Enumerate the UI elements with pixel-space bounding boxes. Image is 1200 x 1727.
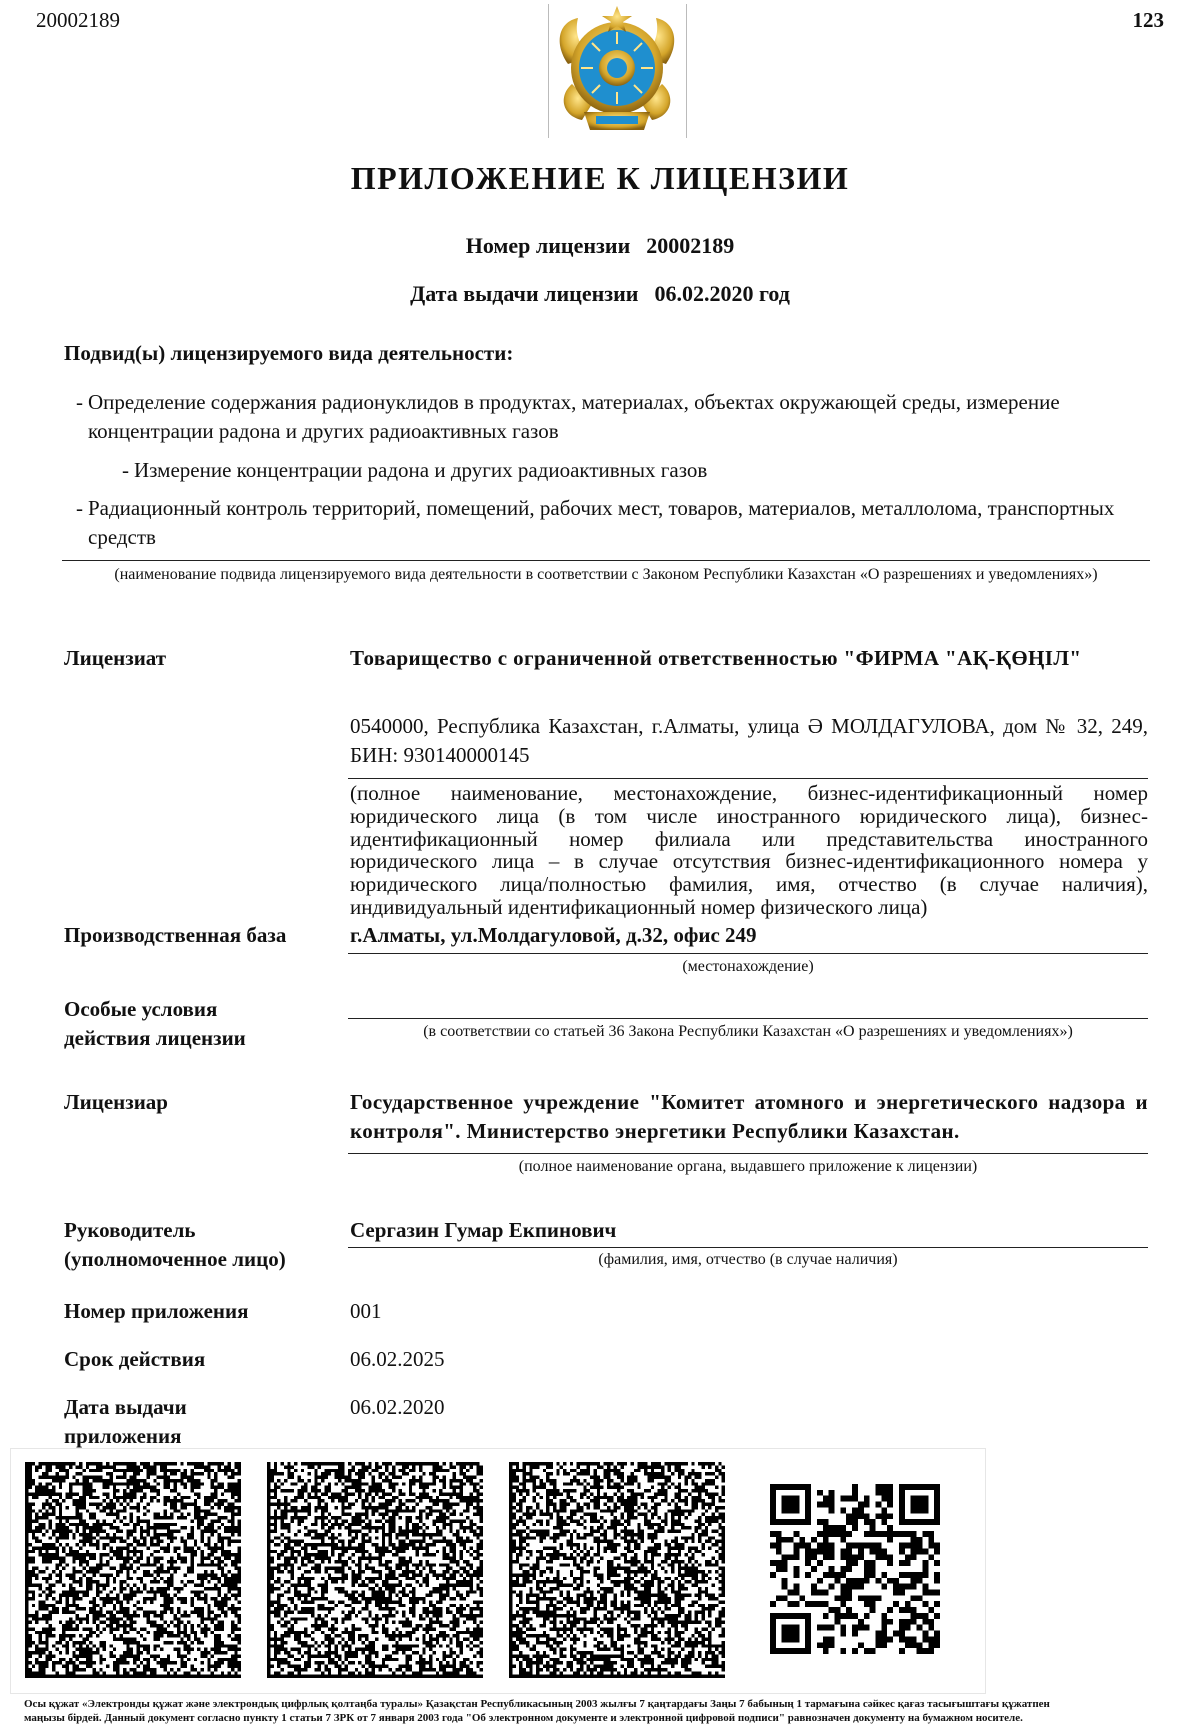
divider <box>348 778 1148 779</box>
appendix-date-label <box>64 1393 187 1451</box>
appendix-date-label-line2: приложения <box>64 1424 182 1448</box>
head-label <box>64 1216 286 1274</box>
licensee-address: 0540000, Республика Казахстан, г.Алматы, улица Ә МОЛДАГУЛОВА, дом № 32, 249, БИН: 930140000145 <box>350 714 1148 767</box>
qr-code <box>770 1484 940 1654</box>
licensor-value: Государственное учреждение "Комитет атомного и энергетического надзора и контроля". Министерство энергетики Республики Казахстан. <box>350 1090 1148 1143</box>
divider <box>62 560 1150 561</box>
production-base-value: г.Алматы, ул.Молдагуловой, д.32, офис 249 <box>350 923 757 947</box>
license-number-corner: 20002189 <box>36 8 120 32</box>
dash-marker: - <box>122 458 129 482</box>
subtype-item <box>76 388 1128 446</box>
state-emblem-icon <box>548 4 686 138</box>
licensor-label: Лицензиар <box>64 1090 168 1114</box>
subtypes-caption: (наименование подвида лицензируемого вида деятельности в соответствии с Законом Республики Казахстан «О разрешениях и уведомлениях») <box>114 566 1098 583</box>
validity-label: Срок действия <box>64 1347 206 1371</box>
license-number-value: 20002189 <box>646 233 735 258</box>
dash-marker: - <box>76 390 83 414</box>
emblem-divider-right <box>686 4 687 138</box>
subtypes-heading: Подвид(ы) лицензируемого вида деятельности: <box>64 341 514 365</box>
licensee-caption: (полное наименование, местонахождение, бизнес-идентификационный номер юридического лица (в том числе иностранного юридического лица), бизнес-идентификационный номер филиала или представительства иностранного юридического лица – в случае отсутствия бизнес-идентификационного номера у юридического лица/полностью фамилия, имя, отчество (в случае наличия), индивидуальный идентификационный номер физического лица) <box>350 781 1148 919</box>
appendix-date-label-line1: Дата выдачи <box>64 1395 187 1419</box>
subtype-item <box>76 494 1138 552</box>
footer-line-1: Осы құжат «Электронды құжат және электрондық цифрлық қолтаңба туралы» Қазақстан Республикасының 2003 жылғы 7 қаңтардағы Заңы 7 бабының 1 тармағына сәйкес қағаз тасығыштағы құжатпен <box>24 1698 1050 1710</box>
signature-barcode-3 <box>508 1462 726 1678</box>
head-value: Сергазин Гумар Екпинович <box>350 1218 617 1242</box>
special-conditions-caption: (в соответствии со статьей 36 Закона Республики Казахстан «О разрешениях и уведомлениях») <box>423 1023 1073 1040</box>
appendix-number-value: 001 <box>350 1299 382 1323</box>
subtype-text: Радиационный контроль территорий, помещений, рабочих мест, товаров, материалов, металлолома, транспортных средств <box>88 496 1115 549</box>
head-label-line2: (уполномоченное лицо) <box>64 1247 286 1271</box>
footer-line-2: маңызы бірдей. Данный документ согласно пункту 1 статьи 7 ЗРК от 7 января 2003 года "Об электронном документе и электронной цифровой подписи" равнозначен документу на бумажном носителе. <box>24 1712 1023 1724</box>
divider <box>348 953 1148 954</box>
special-conditions-label <box>64 995 246 1053</box>
subtype-text: Измерение концентрации радона и других радиоактивных газов <box>134 458 708 482</box>
licensor-caption: (полное наименование органа, выдавшего приложение к лицензии) <box>518 1158 978 1175</box>
divider <box>348 1153 1148 1154</box>
licensee-name: Товарищество с ограниченной ответственностью "ФИРМА "АҚ-ҚӨҢІЛ" <box>350 646 1082 670</box>
appendix-date-value: 06.02.2020 <box>350 1395 445 1419</box>
appendix-number-label: Номер приложения <box>64 1299 249 1323</box>
signature-barcode-2 <box>266 1462 484 1678</box>
head-caption: (фамилия, имя, отчество (в случае наличия) <box>598 1251 898 1268</box>
licensee-label: Лицензиат <box>64 646 167 670</box>
page-number: 123 <box>1132 8 1164 32</box>
divider <box>348 1018 1148 1019</box>
dash-marker: - <box>76 496 83 520</box>
signature-barcode-1 <box>24 1462 242 1678</box>
issue-date-value: 06.02.2020 год <box>654 281 790 306</box>
divider <box>348 1247 1148 1248</box>
license-number-label: Номер лицензии <box>465 233 631 258</box>
license-number-line <box>0 233 1200 259</box>
issue-date-line <box>0 281 1200 307</box>
head-label-line1: Руководитель <box>64 1218 196 1242</box>
production-base-caption: (местонахождение) <box>682 958 814 975</box>
subtype-text: Определение содержания радионуклидов в продуктах, материалах, объектах окружающей среды, измерение концентрации радона и других радиоактивных газов <box>88 390 1060 443</box>
special-conditions-label-line2: действия лицензии <box>64 1026 246 1050</box>
production-base-label: Производственная база <box>64 923 287 947</box>
subtype-item <box>122 456 1124 485</box>
issue-date-label: Дата выдачи лицензии <box>410 281 639 306</box>
special-conditions-label-line1: Особые условия <box>64 997 218 1021</box>
document-title: ПРИЛОЖЕНИЕ К ЛИЦЕНЗИИ <box>350 160 850 196</box>
validity-value: 06.02.2025 <box>350 1347 445 1371</box>
legal-footer <box>24 1697 1184 1725</box>
